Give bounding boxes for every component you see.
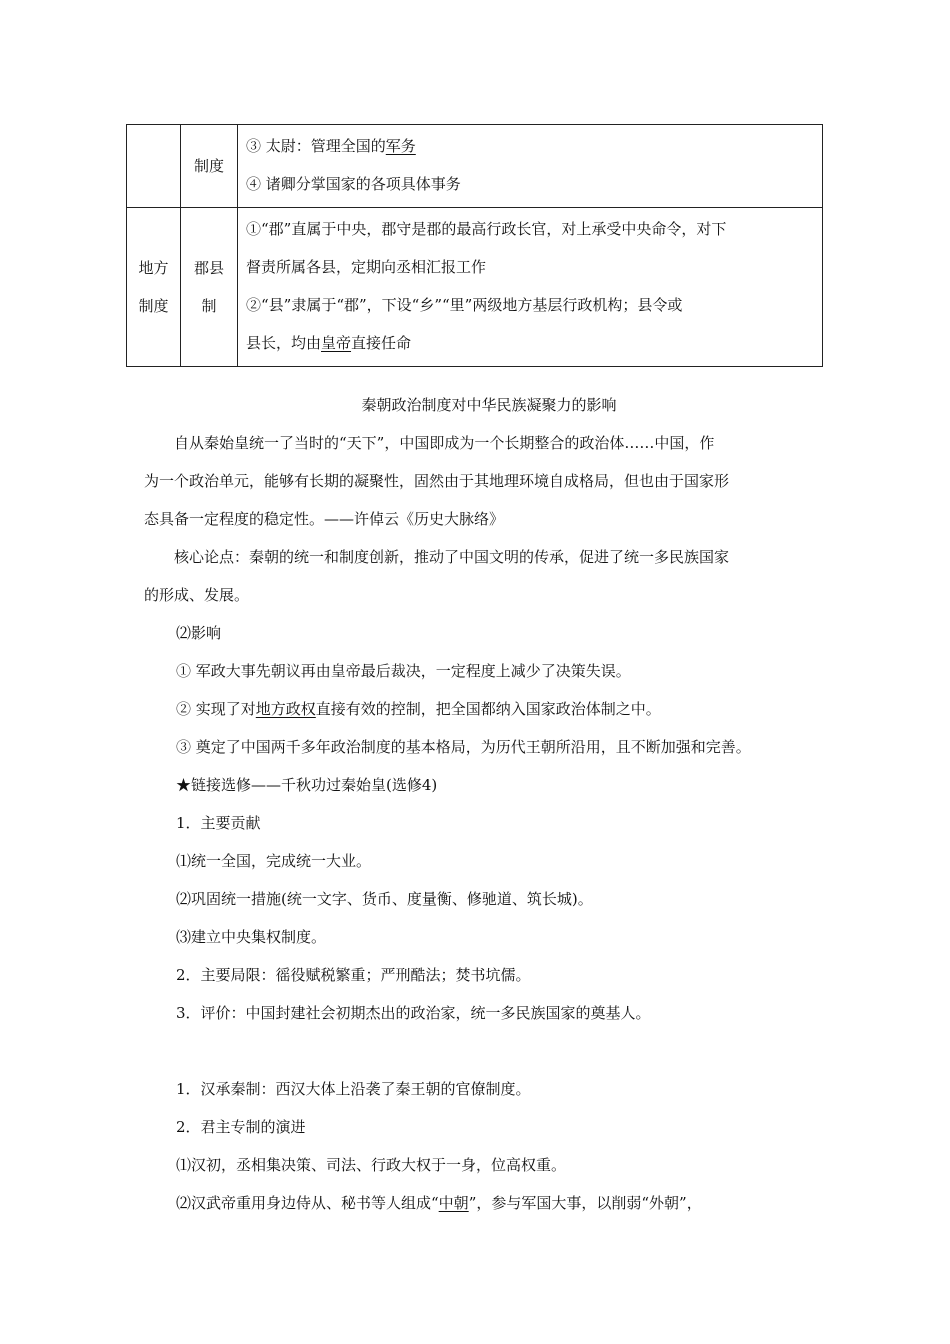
evaluation-item: 3．评价：中国封建社会初期杰出的政治家，统一多民族国家的奠基人。 [176,1004,651,1022]
system-cell: 制度 [181,125,238,208]
content-cell [238,208,823,367]
content-line: ②“县”隶属于“郡”，下设“乡”“里”两级地方基层行政机构；县令或 [246,296,683,314]
table-row [127,208,823,367]
system-cell: 郡县 制 [181,208,238,367]
list-item: ⑶建立中央集权制度。 [176,928,327,946]
content-line: ③ 太尉：管理全国的军务 [246,137,416,155]
underlined-term: 地方政权 [255,700,316,718]
political-system-table [126,124,823,367]
category-cell [127,125,181,208]
quote-paragraph: 自从秦始皇统一了当时的“天下”，中国即成为一个长期整合的政治体……中国，作 [174,434,715,452]
section-title: 秦朝政治制度对中华民族凝聚力的影响 [361,396,617,414]
table-row [127,125,823,208]
document-body [144,386,824,1222]
content-line: 督责所属各县，定期向丞相汇报工作 [246,258,487,276]
list-item: ⑴统一全国，完成统一大业。 [176,852,372,870]
impact-item: ② 实现了对地方政权直接有效的控制，把全国都纳入国家政治体制之中。 [176,700,661,718]
han-subitem: ⑴汉初，丞相集决策、司法、行政大权于一身，位高权重。 [176,1156,567,1174]
list-item: ⑵巩固统一措施(统一文字、货币、度量衡、修驰道、筑长城)。 [176,890,593,908]
impact-heading: ⑵影响 [176,624,222,642]
content-cell [238,125,823,208]
link-heading: ★链接选修——千秋功过秦始皇(选修4) [176,776,438,794]
underlined-term: 军务 [385,137,416,155]
content-line: 县长，均由皇帝直接任命 [246,334,412,352]
content-line: ①“郡”直属于中央，郡守是郡的最高行政长官，对上承受中央命令，对下 [246,220,727,238]
spacer [144,1032,824,1070]
impact-item: ③ 奠定了中国两千多年政治制度的基本格局，为历代王朝所沿用，且不断加强和完善。 [176,738,751,756]
limits-item: 2．主要局限：徭役赋税繁重；严刑酷法；焚书坑儒。 [176,966,531,984]
impact-item: ① 军政大事先朝议再由皇帝最后裁决，一定程度上减少了决策失误。 [176,662,631,680]
underlined-term: 中朝 [438,1194,469,1212]
category-cell: 地方 制度 [127,208,181,367]
core-argument: 核心论点：秦朝的统一和制度创新，推动了中国文明的传承，促进了统一多民族国家 [174,548,730,566]
underlined-term: 皇帝 [321,334,352,352]
han-item: 1．汉承秦制：西汉大体上沿袭了秦王朝的官僚制度。 [176,1080,531,1098]
quote-paragraph: 态具备一定程度的稳定性。——许倬云《历史大脉络》 [144,510,505,528]
content-line: ④ 诸卿分掌国家的各项具体事务 [246,175,461,193]
han-subitem: ⑵汉武帝重用身边侍从、秘书等人组成“中朝”，参与军国大事，以削弱“外朝”， [176,1194,702,1212]
quote-paragraph: 为一个政治单元，能够有长期的凝聚性，固然由于其地理环境自成格局，但也由于国家形 [144,472,730,490]
contrib-heading: 1．主要贡献 [176,814,261,832]
core-argument: 的形成、发展。 [144,586,250,604]
han-item: 2．君主专制的演进 [176,1118,306,1136]
